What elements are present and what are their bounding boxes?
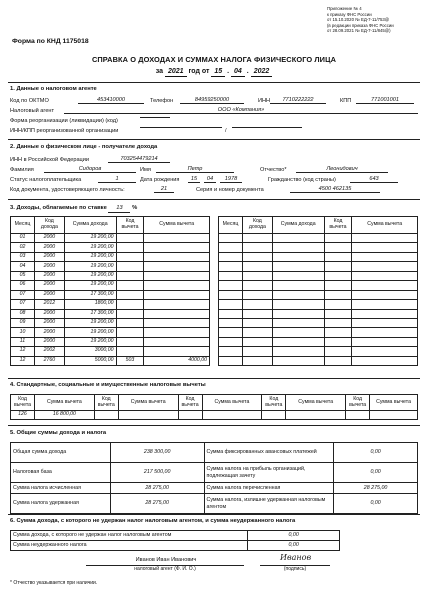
header-deduction-code: Код вычета <box>262 395 286 411</box>
cell-income-sum: 19 200,00 <box>64 243 116 252</box>
table-row <box>11 234 210 243</box>
table-row <box>11 281 210 290</box>
reorg-form-value <box>140 117 170 118</box>
phone-value: 84959250000 <box>180 97 244 104</box>
cell-deduction-code <box>116 318 144 327</box>
cell-deduction-code <box>116 243 144 252</box>
cell-deduction-code <box>116 309 144 318</box>
table-row <box>11 463 418 483</box>
period-year: 2021 <box>165 68 187 77</box>
oktmo-label: Код по ОКТМО <box>10 98 49 104</box>
cell-month <box>219 281 243 290</box>
cell-income-sum: 19 200,00 <box>64 318 116 327</box>
doc-code-value: 21 <box>154 186 174 193</box>
cell-month: 07 <box>11 290 35 299</box>
cell-deduction-sum <box>144 234 210 243</box>
tax-withheld-value: 28 275,00 <box>110 494 204 514</box>
table-row <box>11 494 418 514</box>
deduction-code: 126 <box>11 411 35 420</box>
header-deduction-code: Код вычета <box>324 217 352 234</box>
reorg-inn-value <box>140 127 222 128</box>
surname-value: Сидоров <box>44 166 136 173</box>
cell-deduction-code <box>324 300 352 309</box>
cell-income-code <box>242 234 272 243</box>
cell-income-sum <box>272 290 324 299</box>
tax-rate: 13 <box>108 205 130 213</box>
agent-inn-label: ИНН <box>258 98 271 104</box>
table-row <box>219 252 418 261</box>
table-row <box>11 541 340 551</box>
table-row <box>219 243 418 252</box>
cell-month: 05 <box>11 271 35 280</box>
cell-deduction-code <box>324 271 352 280</box>
cell-month: 12 <box>11 356 35 365</box>
phone-label: Телефон <box>150 98 174 104</box>
cell-income-code: 2000 <box>34 328 64 337</box>
cell-income-sum <box>272 243 324 252</box>
table-row <box>219 318 418 327</box>
agent-label: Налоговый агент <box>10 108 55 114</box>
handwritten-signature: Иванов <box>280 553 312 562</box>
kpp-value: 771001001 <box>356 97 414 104</box>
appendix-note <box>327 6 419 34</box>
header-deduction-code: Код вычета <box>178 395 202 411</box>
period-dot: . <box>227 68 230 75</box>
cell-month: 03 <box>11 252 35 261</box>
cell-deduction-sum <box>352 252 418 261</box>
cell-income-code: 2002 <box>34 347 64 356</box>
doc-series-label: Серия и номер документа <box>196 187 264 193</box>
cell-income-code <box>242 271 272 280</box>
agent-full-name: Иванов Иван Иванович <box>135 557 197 563</box>
citizenship-value: 643 <box>350 176 398 183</box>
birth-month: 04 <box>204 176 216 183</box>
cell-deduction-code <box>324 281 352 290</box>
profit-tax-offset-value: 0,00 <box>334 463 418 483</box>
unwithheld-income-label: Сумма дохода, с которого не удержан налог налоговым агентом <box>11 531 248 541</box>
tax-transferred-value: 28 275,00 <box>334 483 418 494</box>
tax-calculated-value: 28 275,00 <box>110 483 204 494</box>
table-row <box>11 443 418 463</box>
cell-income-code <box>242 337 272 346</box>
total-income-label: Общая сумма дохода <box>11 443 111 463</box>
table-row <box>11 531 340 541</box>
cell-income-code <box>242 309 272 318</box>
status-value: 1 <box>98 176 136 183</box>
fixed-payments-label: Сумма фиксированных авансовых платежей <box>204 443 334 463</box>
cell-deduction-sum <box>352 356 418 365</box>
table-row <box>11 290 210 299</box>
cell-income-code <box>242 252 272 261</box>
cell-deduction-sum <box>352 337 418 346</box>
cell-deduction-sum <box>352 347 418 356</box>
cell-deduction-sum <box>352 290 418 299</box>
fixed-payments-value: 0,00 <box>334 443 418 463</box>
cell-deduction-code <box>324 347 352 356</box>
first-name-label: Имя <box>140 167 151 173</box>
reorg-kpp-value <box>232 127 302 128</box>
cell-income-code <box>242 281 272 290</box>
table-row <box>11 271 210 280</box>
header-deduction-code: Код вычета <box>116 217 144 234</box>
table-row <box>11 356 210 365</box>
total-income-value: 238 300,00 <box>110 443 204 463</box>
cell-income-code: 2012 <box>34 300 64 309</box>
cell-deduction-sum <box>352 300 418 309</box>
cell-income-code <box>242 347 272 356</box>
cell-income-code: 2000 <box>34 262 64 271</box>
cell-deduction-sum <box>144 271 210 280</box>
totals-table <box>10 442 418 514</box>
cell-deduction-sum <box>144 243 210 252</box>
oktmo-value: 453410000 <box>78 97 144 104</box>
birth-year: 1978 <box>220 176 242 183</box>
divider <box>8 514 420 515</box>
cell-income-sum: 19 200,00 <box>64 328 116 337</box>
unwithheld-tax-label: Сумма неудержанного налога <box>11 541 248 551</box>
name-caption: налоговый агент (Ф. И. О.) <box>134 566 196 572</box>
section-3-title-text: 3. Доходы, облагаемые по ставке <box>10 205 107 211</box>
cell-income-sum: 19 200,00 <box>64 262 116 271</box>
cell-deduction-code <box>324 252 352 261</box>
header-income-sum: Сумма дохода <box>64 217 116 234</box>
section-5-title: 5. Общие суммы дохода и налога <box>10 430 107 436</box>
cell-income-code: 2000 <box>34 337 64 346</box>
cell-deduction-code <box>116 337 144 346</box>
table-row <box>219 347 418 356</box>
reorg-form-label: Форма реорганизации (ликвидации) (код) <box>10 118 118 124</box>
cell-income-sum: 17 300,00 <box>64 309 116 318</box>
header-deduction-sum: Сумма вычета <box>34 395 94 411</box>
period-dot: . <box>246 68 249 75</box>
cell-deduction-code <box>324 356 352 365</box>
cell-deduction-sum <box>352 262 418 271</box>
cell-deduction-code <box>324 262 352 271</box>
tax-base-label: Налоговая база <box>11 463 111 483</box>
period-month: 04 <box>231 68 245 77</box>
cell-income-code <box>242 290 272 299</box>
header-deduction-sum: Сумма вычета <box>118 395 178 411</box>
cell-deduction-sum <box>144 300 210 309</box>
table-row <box>11 318 210 327</box>
tax-excess-label: Сумма налога, излишне удержанная налоговым агентом <box>204 494 334 514</box>
cell-month: 08 <box>11 309 35 318</box>
cell-deduction-sum <box>352 328 418 337</box>
cell-deduction-sum <box>352 281 418 290</box>
table-row <box>11 252 210 261</box>
reorg-slash: / <box>225 128 227 134</box>
cell-deduction-code <box>116 281 144 290</box>
cell-month: 10 <box>11 328 35 337</box>
table-row <box>219 309 418 318</box>
profit-tax-offset-label: Сумма налога на прибыль организаций, подлежащая зачету <box>204 463 334 483</box>
divider <box>8 82 420 83</box>
cell-month: 02 <box>11 243 35 252</box>
cell-income-code <box>242 262 272 271</box>
table-row <box>11 309 210 318</box>
cell-month <box>219 309 243 318</box>
percent-sign: % <box>132 205 138 211</box>
cell-month <box>219 243 243 252</box>
cell-deduction-code <box>116 300 144 309</box>
unwithheld-tax-value: 0,00 <box>248 541 340 551</box>
cell-deduction-sum <box>352 234 418 243</box>
cell-income-code <box>242 328 272 337</box>
cell-deduction-code <box>324 337 352 346</box>
cell-income-sum: 5000,00 <box>64 356 116 365</box>
deduction-sum: 16 800,00 <box>34 411 94 420</box>
table-row <box>11 262 210 271</box>
form-code: Форма по КНД 1175018 <box>12 38 89 45</box>
cell-income-sum <box>272 262 324 271</box>
cell-income-sum: 3000,00 <box>64 347 116 356</box>
footnote: * Отчество указывается при наличии. <box>10 580 98 586</box>
header-income-sum: Сумма дохода <box>272 217 324 234</box>
table-row <box>11 337 210 346</box>
document-title: СПРАВКА О ДОХОДАХ И СУММАХ НАЛОГА ФИЗИЧЕСКОГО ЛИЦА <box>91 55 337 64</box>
table-row <box>11 328 210 337</box>
person-inn-label: ИНН в Российской Федерации <box>10 157 90 163</box>
table-row <box>219 300 418 309</box>
cell-deduction-sum <box>144 337 210 346</box>
cell-income-code: 2000 <box>34 309 64 318</box>
document-period <box>0 68 428 77</box>
cell-month: 01 <box>11 234 35 243</box>
table-row <box>11 347 210 356</box>
cell-income-code: 2000 <box>34 271 64 280</box>
cell-month <box>219 290 243 299</box>
cell-income-code: 2000 <box>34 234 64 243</box>
cell-deduction-code <box>116 290 144 299</box>
cell-month <box>219 318 243 327</box>
cell-deduction-code <box>324 290 352 299</box>
cell-deduction-sum <box>144 252 210 261</box>
header-deduction-code: Код вычета <box>94 395 118 411</box>
cell-deduction-code <box>116 234 144 243</box>
cell-deduction-sum <box>144 281 210 290</box>
header-income-code: Код дохода <box>242 217 272 234</box>
table-row <box>219 262 418 271</box>
income-table-left <box>10 216 210 366</box>
cell-income-code <box>242 300 272 309</box>
cell-deduction-code <box>324 234 352 243</box>
birth-day: 15 <box>188 176 200 183</box>
section-1-title: 1. Данные о налоговом агенте <box>10 86 97 92</box>
header-deduction-sum: Сумма вычета <box>286 395 346 411</box>
cell-income-code: 2000 <box>34 290 64 299</box>
agent-inn-value: 7710222222 <box>270 97 326 104</box>
cell-income-code <box>242 243 272 252</box>
cell-deduction-code <box>116 347 144 356</box>
cell-deduction-code <box>324 309 352 318</box>
cell-month <box>219 262 243 271</box>
cell-deduction-sum <box>144 347 210 356</box>
table-row <box>219 328 418 337</box>
cell-income-sum: 19 200,00 <box>64 252 116 261</box>
deductions-table <box>10 394 418 420</box>
cell-month: 07 <box>11 300 35 309</box>
table-row <box>219 337 418 346</box>
section-4-title: 4. Стандартные, социальные и имущественные налоговые вычеты <box>10 382 206 388</box>
header-deduction-sum: Сумма вычета <box>202 395 262 411</box>
table-row <box>219 234 418 243</box>
cell-deduction-code <box>116 262 144 271</box>
cell-deduction-sum <box>144 318 210 327</box>
header-month: Месяц <box>219 217 243 234</box>
cell-deduction-code <box>116 252 144 261</box>
tax-withheld-label: Сумма налога удержанная <box>11 494 111 514</box>
cell-month <box>219 300 243 309</box>
cell-deduction-sum <box>352 243 418 252</box>
cell-deduction-code: 503 <box>116 356 144 365</box>
cell-month: 09 <box>11 318 35 327</box>
period-day: 15 <box>211 68 225 77</box>
agent-value: ООО «Компания» <box>64 107 418 114</box>
patronymic-label: Отчество* <box>260 167 287 173</box>
cell-income-sum <box>272 337 324 346</box>
header-income-code: Код дохода <box>34 217 64 234</box>
appendix-line: от 28.09.2021 № ЕД-7-11/845@) <box>327 28 391 34</box>
doc-code-label: Код документа, удостоверяющего личность: <box>10 187 125 193</box>
cell-income-code: 2000 <box>34 252 64 261</box>
header-deduction-sum: Сумма вычета <box>352 217 418 234</box>
cell-deduction-code <box>324 243 352 252</box>
unwithheld-table <box>10 530 340 551</box>
income-rows-right <box>219 234 418 366</box>
cell-income-sum <box>272 309 324 318</box>
divider <box>8 378 420 379</box>
cell-income-sum <box>272 356 324 365</box>
tax-base-value: 217 500,00 <box>110 463 204 483</box>
table-row <box>219 356 418 365</box>
surname-label: Фамилия <box>10 167 34 173</box>
cell-income-sum <box>272 234 324 243</box>
cell-month <box>219 328 243 337</box>
header-deduction-sum: Сумма вычета <box>144 217 210 234</box>
first-name-value: Петр <box>156 166 234 173</box>
cell-income-sum <box>272 328 324 337</box>
cell-month <box>219 337 243 346</box>
divider <box>8 199 420 200</box>
cell-income-sum: 19 200,00 <box>64 281 116 290</box>
cell-deduction-sum: 4000,00 <box>144 356 210 365</box>
period-date-year: 2022 <box>251 68 273 77</box>
cell-deduction-sum <box>352 309 418 318</box>
cell-income-sum <box>272 281 324 290</box>
table-row <box>219 271 418 280</box>
header-deduction-code: Код вычета <box>346 395 370 411</box>
table-row <box>11 411 418 420</box>
patronymic-value: Леонидович <box>296 166 388 173</box>
table-row <box>219 281 418 290</box>
header-month: Месяц <box>11 217 35 234</box>
section-6-title: 6. Сумма дохода, с которого не удержан налог налоговым агентом, и сумма неудержанного налога <box>10 518 296 524</box>
cell-income-code: 2000 <box>34 243 64 252</box>
tax-excess-value: 0,00 <box>334 494 418 514</box>
cell-income-code <box>242 356 272 365</box>
section-2-title: 2. Данные о физическом лице - получателе дохода <box>10 144 158 150</box>
person-inn-value: 703254479214 <box>108 156 170 163</box>
reorg-inn-label: ИНН/КПП реорганизованной организации <box>10 128 119 134</box>
cell-deduction-sum <box>144 328 210 337</box>
signature-caption: (подпись) <box>283 566 307 572</box>
cell-income-sum <box>272 300 324 309</box>
divider <box>8 139 420 140</box>
cell-month <box>219 356 243 365</box>
cell-income-code: 2000 <box>34 281 64 290</box>
doc-series-value: 4500 462135 <box>290 186 380 193</box>
cell-deduction-sum <box>144 309 210 318</box>
cell-income-sum <box>272 271 324 280</box>
cell-month: 11 <box>11 337 35 346</box>
cell-deduction-code <box>324 318 352 327</box>
cell-month <box>219 252 243 261</box>
cell-income-sum: 17 300,00 <box>64 290 116 299</box>
period-god-ot: год от <box>188 68 210 75</box>
cell-income-sum: 19 200,00 <box>64 337 116 346</box>
header-deduction-code: Код вычета <box>11 395 35 411</box>
appendix-line: Приложение № 4 <box>327 6 362 11</box>
cell-income-sum: 1800,00 <box>64 300 116 309</box>
table-row <box>11 300 210 309</box>
appendix-line: к приказу ФНС России <box>327 11 372 17</box>
section-3-title <box>10 205 137 213</box>
cell-deduction-code <box>116 328 144 337</box>
status-label: Статус налогоплательщика <box>10 177 82 183</box>
citizenship-label: Гражданство (код страны) <box>268 177 336 183</box>
cell-deduction-sum <box>352 271 418 280</box>
appendix-line: от 15.10.2020 № ЕД-7-11/753@ <box>327 17 390 23</box>
cell-month: 12 <box>11 347 35 356</box>
cell-income-sum <box>272 347 324 356</box>
birth-date-label: Дата рождения <box>140 177 180 183</box>
cell-income-sum <box>272 318 324 327</box>
cell-income-sum: 19 200,00 <box>64 271 116 280</box>
period-za: за <box>155 68 163 75</box>
cell-deduction-code <box>116 271 144 280</box>
cell-month: 04 <box>11 262 35 271</box>
income-rows <box>11 234 210 366</box>
appendix-line: (в редакции приказа ФНС России <box>327 22 394 28</box>
cell-month <box>219 347 243 356</box>
cell-deduction-code <box>324 328 352 337</box>
table-row <box>11 243 210 252</box>
income-table-right <box>218 216 418 366</box>
cell-month <box>219 234 243 243</box>
divider <box>8 425 420 426</box>
kpp-label: КПП <box>340 98 352 104</box>
cell-income-code: 2000 <box>34 318 64 327</box>
tax-calculated-label: Сумма налога исчисленная <box>11 483 111 494</box>
cell-month <box>219 271 243 280</box>
cell-income-sum <box>272 252 324 261</box>
table-row <box>11 483 418 494</box>
table-row <box>219 290 418 299</box>
cell-deduction-sum <box>144 290 210 299</box>
header-deduction-sum: Сумма вычета <box>370 395 418 411</box>
cell-income-code <box>242 318 272 327</box>
cell-month: 06 <box>11 281 35 290</box>
cell-income-code: 2760 <box>34 356 64 365</box>
tax-transferred-label: Сумма налога перечисленная <box>204 483 334 494</box>
cell-deduction-sum <box>144 262 210 271</box>
cell-deduction-sum <box>352 318 418 327</box>
unwithheld-income-value: 0,00 <box>248 531 340 541</box>
cell-income-sum: 19 200,00 <box>64 234 116 243</box>
